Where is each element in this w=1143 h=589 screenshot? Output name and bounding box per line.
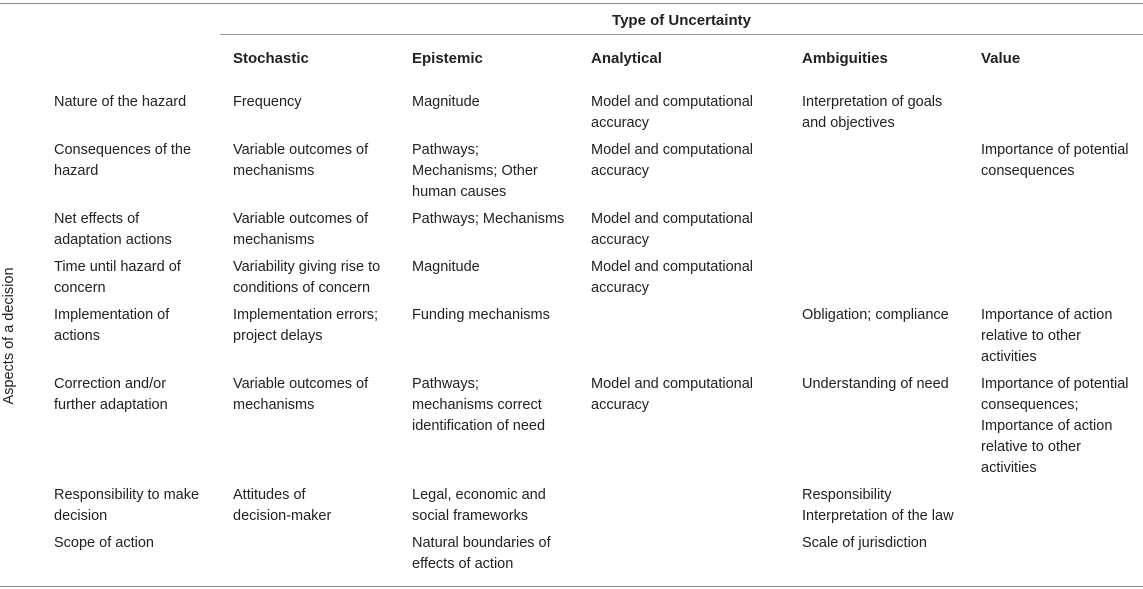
- cell-line: Variable outcomes of: [233, 142, 369, 158]
- column-header-ambiguities: Ambiguities: [802, 50, 888, 67]
- cell-line: Variable outcomes of: [233, 211, 369, 227]
- cell-line: activities: [981, 349, 1037, 365]
- cell-line: Pathways; Mechanisms: [412, 211, 565, 227]
- cell-analytical: [591, 140, 753, 182]
- aspect-line: decision: [54, 508, 108, 524]
- cell-line: Magnitude: [412, 259, 480, 275]
- row-aspect: [54, 533, 154, 554]
- cell-line: mechanisms: [233, 163, 315, 179]
- cell-ambiguities: [802, 485, 954, 527]
- cell-line: Importance of action: [981, 418, 1113, 434]
- cell-line: and objectives: [802, 115, 895, 131]
- cell-line: human causes: [412, 184, 507, 200]
- cell-line: Model and computational: [591, 211, 754, 227]
- cell-line: Funding mechanisms: [412, 307, 550, 323]
- aspect-line: further adaptation: [54, 397, 168, 413]
- cell-ambiguities: [802, 533, 927, 554]
- aspect-line: Nature of the hazard: [54, 94, 187, 110]
- cell-epistemic: [412, 209, 564, 230]
- cell-ambiguities: [802, 305, 949, 326]
- cell-epistemic: [412, 257, 480, 278]
- cell-analytical: [591, 374, 753, 416]
- cell-line: accuracy: [591, 397, 650, 413]
- top-rule: [0, 3, 1143, 4]
- cell-analytical: [591, 92, 753, 134]
- cell-value: [981, 305, 1112, 368]
- cell-line: Variable outcomes of: [233, 376, 369, 392]
- cell-line: Implementation errors;: [233, 307, 379, 323]
- aspects-side-label: Aspects of a decision: [1, 267, 17, 405]
- cell-line: Model and computational: [591, 94, 754, 110]
- cell-ambiguities: [802, 92, 942, 134]
- aspect-line: actions: [54, 328, 100, 344]
- cell-line: identification of need: [412, 418, 546, 434]
- cell-analytical: [591, 257, 753, 299]
- column-header-value: Value: [981, 50, 1021, 67]
- type-of-uncertainty-header: Type of Uncertainty: [612, 12, 751, 29]
- aspect-line: Responsibility to make: [54, 487, 200, 503]
- cell-line: Understanding of need: [802, 376, 949, 392]
- cell-stochastic: [233, 305, 378, 347]
- cell-line: accuracy: [591, 163, 650, 179]
- row-aspect: [54, 305, 169, 347]
- aspect-line: hazard: [54, 163, 99, 179]
- row-aspect: [54, 140, 191, 182]
- cell-stochastic: [233, 92, 302, 113]
- cell-line: Pathways;: [412, 376, 479, 392]
- cell-line: mechanisms: [233, 397, 315, 413]
- aspect-line: concern: [54, 280, 106, 296]
- cell-line: Importance of potential: [981, 142, 1129, 158]
- cell-line: consequences;: [981, 397, 1079, 413]
- row-aspect: [54, 209, 172, 251]
- cell-line: accuracy: [591, 232, 650, 248]
- cell-line: Natural boundaries of: [412, 535, 551, 551]
- aspect-line: Consequences of the: [54, 142, 192, 158]
- aspect-line: Correction and/or: [54, 376, 167, 392]
- cell-stochastic: [233, 374, 368, 416]
- cell-analytical: [591, 209, 753, 251]
- cell-line: conditions of concern: [233, 280, 371, 296]
- cell-value: [981, 140, 1129, 182]
- cell-line: mechanisms: [233, 232, 315, 248]
- cell-stochastic: [233, 485, 331, 527]
- cell-line: mechanisms correct: [412, 397, 542, 413]
- cell-line: relative to other: [981, 439, 1081, 455]
- aspect-line: Time until hazard of: [54, 259, 181, 275]
- bottom-rule: [0, 586, 1143, 587]
- cell-line: Model and computational: [591, 376, 754, 392]
- cell-line: Magnitude: [412, 94, 480, 110]
- aspect-line: Implementation of: [54, 307, 170, 323]
- cell-epistemic: [412, 485, 546, 527]
- cell-epistemic: [412, 305, 550, 326]
- cell-line: consequences: [981, 163, 1075, 179]
- cell-line: Attitudes of: [233, 487, 306, 503]
- column-header-epistemic: Epistemic: [412, 50, 483, 67]
- cell-line: accuracy: [591, 115, 650, 131]
- cell-line: Model and computational: [591, 142, 754, 158]
- cell-line: social frameworks: [412, 508, 529, 524]
- cell-line: Importance of potential: [981, 376, 1129, 392]
- cell-line: Mechanisms; Other: [412, 163, 538, 179]
- cell-line: relative to other: [981, 328, 1081, 344]
- aspect-line: Net effects of: [54, 211, 140, 227]
- cell-line: accuracy: [591, 280, 650, 296]
- cell-line: Scale of jurisdiction: [802, 535, 927, 551]
- row-aspect: [54, 257, 181, 299]
- row-aspect: [54, 485, 199, 527]
- aspect-line: adaptation actions: [54, 232, 172, 248]
- cell-line: activities: [981, 460, 1037, 476]
- cell-epistemic: [412, 533, 551, 575]
- cell-epistemic: [412, 374, 545, 437]
- cell-line: Interpretation of the law: [802, 508, 954, 524]
- cell-ambiguities: [802, 374, 949, 395]
- cell-line: Responsibility: [802, 487, 892, 503]
- cell-line: Variability giving rise to: [233, 259, 381, 275]
- cell-line: decision-maker: [233, 508, 332, 524]
- cell-line: Obligation; compliance: [802, 307, 949, 323]
- aspect-line: Scope of action: [54, 535, 154, 551]
- cell-value: [981, 374, 1129, 479]
- cell-line: Model and computational: [591, 259, 754, 275]
- column-header-stochastic: Stochastic: [233, 50, 309, 67]
- cell-line: Pathways;: [412, 142, 479, 158]
- header-divider: [220, 34, 1143, 35]
- cell-line: project delays: [233, 328, 323, 344]
- cell-line: Importance of action: [981, 307, 1113, 323]
- row-aspect: [54, 92, 186, 113]
- column-header-analytical: Analytical: [591, 50, 662, 67]
- cell-line: Frequency: [233, 94, 302, 110]
- cell-stochastic: [233, 257, 380, 299]
- cell-epistemic: [412, 140, 538, 203]
- cell-stochastic: [233, 209, 368, 251]
- row-aspect: [54, 374, 168, 416]
- cell-stochastic: [233, 140, 368, 182]
- cell-line: Interpretation of goals: [802, 94, 943, 110]
- cell-line: Legal, economic and: [412, 487, 546, 503]
- cell-epistemic: [412, 92, 480, 113]
- cell-line: effects of action: [412, 556, 514, 572]
